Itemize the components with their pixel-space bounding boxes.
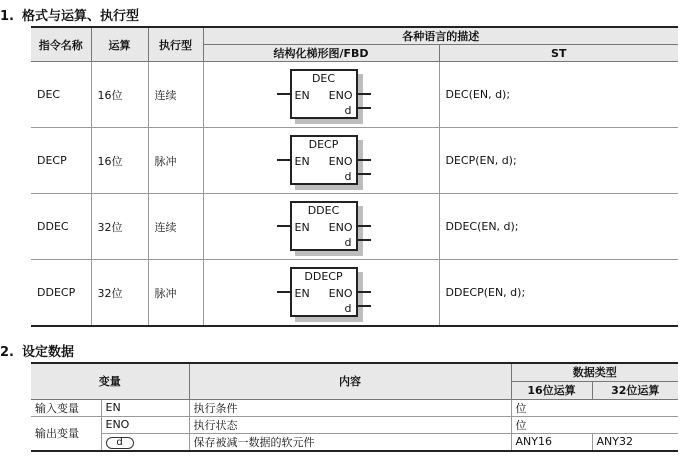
cell-exec: 脉冲 — [148, 128, 203, 194]
fbd-en-label: EN — [294, 221, 310, 234]
section-number: 1. — [0, 9, 14, 24]
section-number: 2. — [0, 345, 14, 360]
cell-st: DEC(EN, d); — [439, 62, 678, 128]
table-row — [31, 433, 678, 451]
fbd-block — [290, 267, 358, 317]
fbd-d-label: d — [344, 170, 352, 183]
fbd-d-label: d — [344, 236, 352, 249]
fbd-d-label: d — [344, 104, 352, 117]
cell-type-32: ANY32 — [592, 433, 678, 451]
header-content: 内容 — [189, 363, 511, 399]
table-row — [31, 399, 678, 416]
fbd-eno-label: ENO — [328, 221, 353, 234]
cell-op: 16位 — [91, 128, 148, 194]
cell-fbd — [203, 128, 439, 194]
cell-st: DDEC(EN, d); — [439, 194, 678, 260]
cell-name: DEC — [31, 62, 91, 128]
table-row — [31, 194, 678, 260]
header-language-description: 各种语言的描述 — [203, 27, 678, 45]
d-operand-badge: d — [106, 437, 134, 449]
cell-type: 位 — [511, 399, 678, 416]
cell-name: DDECP — [31, 260, 91, 327]
cell-var — [101, 433, 189, 451]
fbd-block-name: DEC — [311, 72, 336, 85]
section-heading: 格式与运算、执行型 — [21, 9, 139, 24]
cell-name: DECP — [31, 128, 91, 194]
format-table — [31, 26, 678, 327]
cell-name: DDEC — [31, 194, 91, 260]
fbd-eno-label: ENO — [328, 89, 353, 102]
cell-group: 输出变量 — [31, 416, 101, 451]
cell-fbd — [203, 194, 439, 260]
cell-content: 保存被减一数据的软元件 — [189, 433, 511, 451]
fbd-block — [290, 69, 358, 119]
fbd-block-name: DECP — [308, 138, 339, 151]
table-row — [31, 128, 678, 194]
fbd-block-diagram — [204, 62, 439, 127]
table-row — [31, 260, 678, 327]
cell-var: EN — [101, 399, 189, 416]
cell-op: 16位 — [91, 62, 148, 128]
fbd-block — [290, 135, 358, 185]
cell-st: DDECP(EN, d); — [439, 260, 678, 327]
fbd-d-label: d — [344, 302, 352, 315]
cell-st: DECP(EN, d); — [439, 128, 678, 194]
fbd-block-name: DDEC — [307, 204, 340, 217]
cell-type: 位 — [511, 416, 678, 433]
section-heading: 设定数据 — [21, 345, 74, 360]
cell-type-16: ANY16 — [511, 433, 592, 451]
header-execution-type: 执行型 — [148, 27, 203, 62]
fbd-block-diagram — [204, 194, 439, 259]
fbd-block-name: DDECP — [304, 270, 343, 283]
cell-var: ENO — [101, 416, 189, 433]
cell-op: 32位 — [91, 260, 148, 327]
section-title-settings — [0, 341, 74, 360]
cell-content: 执行条件 — [189, 399, 511, 416]
fbd-eno-label: ENO — [328, 155, 353, 168]
header-32bit: 32位运算 — [592, 381, 678, 399]
header-st: ST — [439, 45, 678, 62]
cell-op: 32位 — [91, 194, 148, 260]
table-row — [31, 62, 678, 128]
header-instruction-name: 指令名称 — [31, 27, 91, 62]
header-operation: 运算 — [91, 27, 148, 62]
fbd-eno-label: ENO — [328, 287, 353, 300]
cell-fbd — [203, 62, 439, 128]
fbd-block-diagram — [204, 128, 439, 193]
settings-table — [31, 362, 678, 452]
fbd-block-diagram — [204, 260, 439, 325]
cell-content: 执行状态 — [189, 416, 511, 433]
cell-exec: 连续 — [148, 62, 203, 128]
header-16bit: 16位运算 — [511, 381, 592, 399]
fbd-block — [290, 201, 358, 251]
cell-group: 输入变量 — [31, 399, 101, 416]
table-row — [31, 416, 678, 433]
header-fbd: 结构化梯形图/FBD — [203, 45, 439, 62]
cell-fbd — [203, 260, 439, 327]
fbd-en-label: EN — [294, 89, 310, 102]
cell-exec: 脉冲 — [148, 260, 203, 327]
header-data-type: 数据类型 — [511, 363, 678, 381]
cell-exec: 连续 — [148, 194, 203, 260]
fbd-en-label: EN — [294, 287, 310, 300]
fbd-en-label: EN — [294, 155, 310, 168]
section-title-format — [0, 5, 139, 24]
header-variable: 变量 — [31, 363, 189, 399]
